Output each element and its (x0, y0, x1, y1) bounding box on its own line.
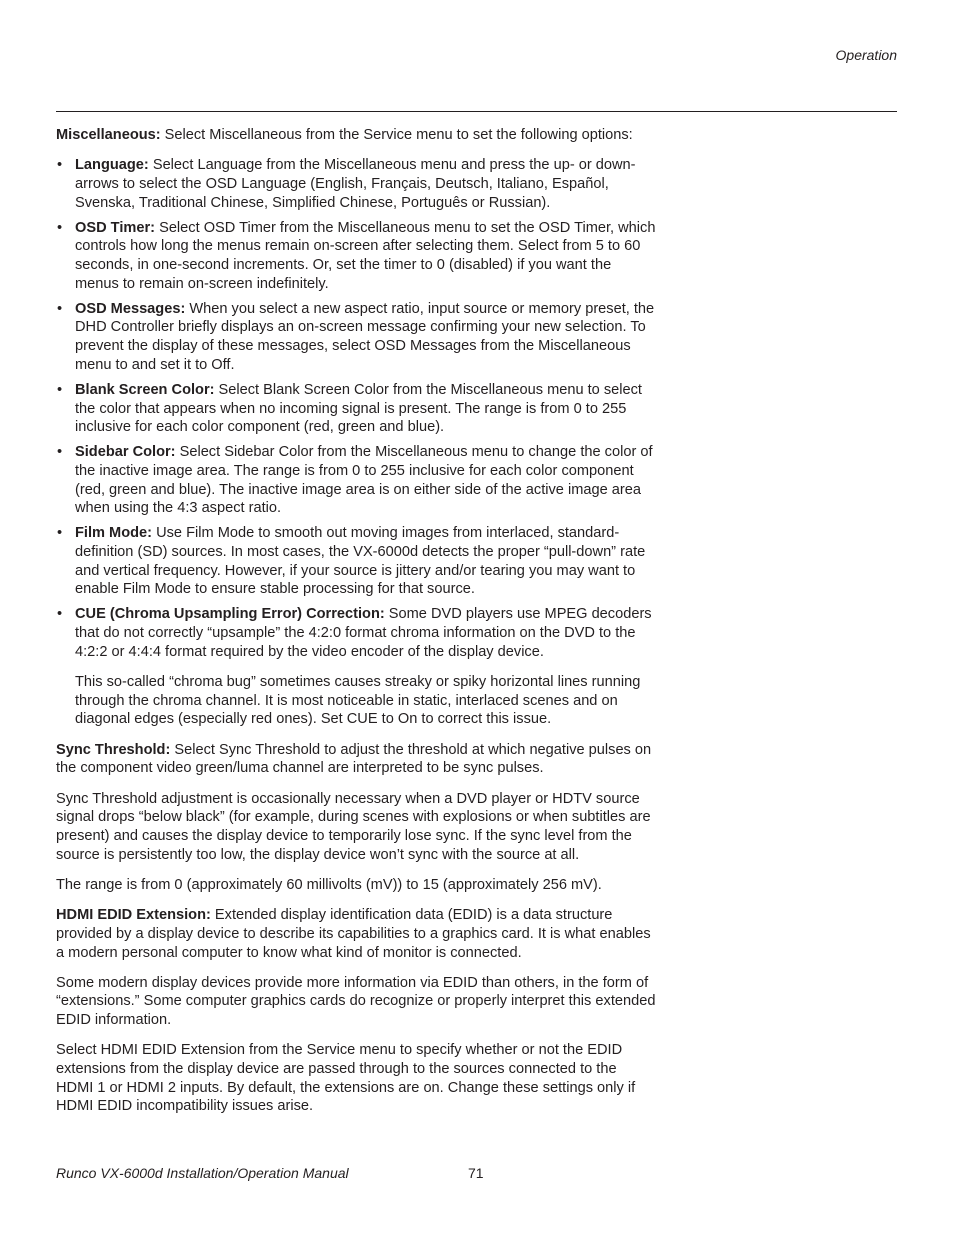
misc-options-list (56, 156, 656, 661)
header-rule (56, 111, 897, 112)
list-item-osd-timer (56, 219, 656, 294)
item-label: OSD Messages: (75, 300, 186, 317)
bullet-icon: • (57, 525, 63, 542)
sync-label: Sync Threshold: (56, 741, 171, 758)
list-item-language (56, 156, 656, 212)
item-label: CUE (Chroma Upsampling Error) Correction: (75, 606, 385, 623)
list-item-osd-messages (56, 300, 656, 375)
list-item-cue-correction (56, 605, 656, 661)
item-label: Blank Screen Color: (75, 381, 215, 398)
item-text: Select Blank Screen Color from the Miscellaneous menu to select the color that appears when no incoming signal is present. The range is from 0 to 255 inclusive for each color component (red, green and blue). (75, 381, 642, 436)
cue-note: This so-called “chroma bug” sometimes causes streaky or spiky horizontal lines running through the chroma channel. It is most noticeable in static, interlaced scenes and on diagonal edges (especially red ones). Set CUE to On to correct this issue. (75, 674, 641, 728)
sync-paragraph-2: Sync Threshold adjustment is occasionally necessary when a DVD player or HDTV source signal drops “below black” (for example, during scenes with explosions or when subtitles are present) and causes the display device to temporarily lose sync. If the sync level from the source is persistently too low, the display device won’t sync with the source at all. (56, 790, 651, 863)
misc-text: Select Miscellaneous from the Service menu to set the following options: (160, 127, 633, 143)
item-text: Some DVD players use MPEG decoders that do not correctly “upsample” the 4:2:0 format chroma information on the DVD to the 4:2:2 or 4:4:4 format required by the video encoder of the display device. (75, 606, 652, 660)
list-item-blank-screen-color (56, 381, 656, 437)
item-label: OSD Timer: (75, 219, 156, 236)
footer-page-number: 71 (468, 1165, 484, 1181)
page-body (56, 126, 656, 1128)
item-text: When you select a new aspect ratio, input source or memory preset, the DHD Controller briefly displays an on-screen message confirming your new selection. To prevent the display of these messages, select OSD Messages from the Miscellaneous menu to and set it to Off. (75, 300, 655, 373)
hdmi-text: Extended display identification data (EDID) is a data structure provided by a display device to describe its capabilities to a graphics card. It is what enables a modern personal computer to know what kind of monitor is connected. (56, 907, 651, 961)
hdmi-label: HDMI EDID Extension: (56, 907, 211, 924)
bullet-icon: • (57, 606, 63, 623)
bullet-icon: • (57, 219, 63, 236)
misc-label: Miscellaneous: (56, 127, 161, 143)
hdmi-intro (56, 906, 656, 962)
sync-text: Select Sync Threshold to adjust the threshold at which negative pulses on the component video green/luma channel are interpreted to be sync pulses. (56, 741, 652, 777)
hdmi-paragraph-3: Select HDMI EDID Extension from the Service menu to specify whether or not the EDID extensions from the display device are passed through to the sources connected to the HDMI 1 or HDMI 2 inputs. By default, the extensions are on. Change these settings only if HDMI EDID incompatibility issues arise. (56, 1042, 636, 1115)
item-text: Select Language from the Miscellaneous menu and press the up- or down-arrows to select the OSD Language (English, Français, Deutsch, Italiano, Español, Svenska, Traditional Chinese, Simplified Chinese, Português or Russian). (75, 157, 636, 211)
item-label: Language: (75, 157, 149, 174)
bullet-icon: • (57, 157, 63, 174)
item-text: Select Sidebar Color from the Miscellaneous menu to change the color of the inactive image area. The range is from 0 to 255 inclusive for each color component (red, green and blue). The inactive image area is on either side of the active image area when using the 4:3 aspect ratio. (75, 444, 653, 517)
list-item-sidebar-color (56, 443, 656, 518)
item-text: Select OSD Timer from the Miscellaneous menu to set the OSD Timer, which controls how long the menus remain on-screen after selecting them. Select from 5 to 60 seconds, in one-second increments. Or, set the timer to 0 (disabled) if you want the menus to remain on-screen indefinitely. (75, 219, 656, 292)
bullet-icon: • (57, 381, 63, 398)
sync-intro (56, 741, 656, 778)
item-label: Sidebar Color: (75, 444, 176, 461)
item-label: Film Mode: (75, 525, 153, 542)
item-text: Use Film Mode to smooth out moving images from interlaced, standard-definition (SD) sources. In most cases, the VX-6000d detects the proper “pull-down” rate and vertical frequency. However, if your source is jittery and/or tearing you may want to enable Film Mode to ensure stable processing for that source. (75, 525, 646, 598)
misc-intro (56, 126, 656, 145)
sync-range: The range is from 0 (approximately 60 millivolts (mV)) to 15 (approximately 256 mV). (56, 876, 602, 893)
footer-manual-title: Runco VX-6000d Installation/Operation Manual (56, 1165, 349, 1181)
list-item-film-mode (56, 524, 656, 599)
bullet-icon: • (57, 444, 63, 461)
bullet-icon: • (57, 300, 63, 317)
hdmi-paragraph-2: Some modern display devices provide more information via EDID than others, in the form of “extensions.” Some computer graphics cards do recognize or properly interpret this extended EDID information. (56, 974, 656, 1029)
running-header: Operation (835, 47, 897, 63)
